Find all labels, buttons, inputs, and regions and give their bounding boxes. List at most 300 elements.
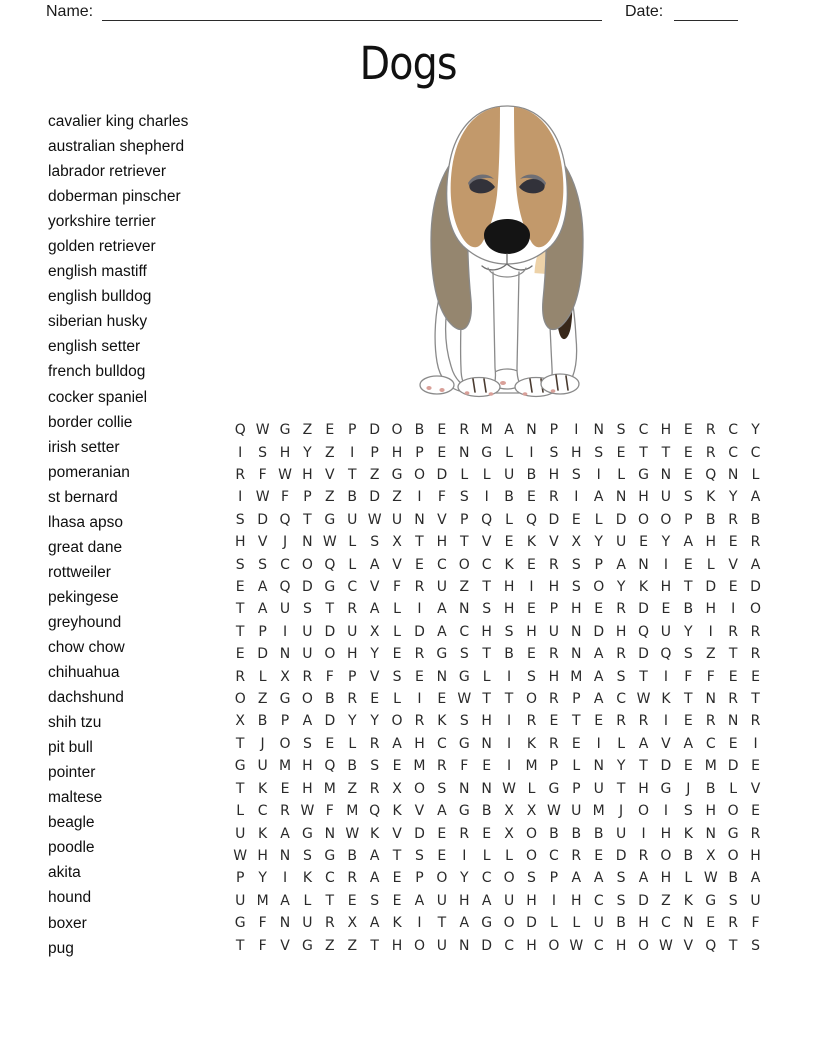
grid-letter: S: [235, 511, 245, 528]
grid-letter: L: [303, 892, 312, 909]
grid-letter: Y: [616, 579, 626, 596]
grid-letter: L: [572, 915, 581, 932]
grid-letter: W: [703, 870, 718, 887]
grid-letter: W: [233, 847, 248, 864]
grid-letter: T: [325, 601, 335, 618]
grid-letter: C: [481, 870, 492, 887]
grid-letter: H: [526, 937, 537, 954]
grid-letter: B: [750, 511, 761, 528]
dog-nose: [484, 219, 530, 254]
grid-letter: P: [348, 668, 357, 685]
grid-letter: H: [571, 892, 582, 909]
grid-letter: M: [480, 422, 493, 439]
grid-letter: M: [346, 803, 359, 820]
word-list-item: chihuahua: [48, 664, 120, 682]
grid-letter: Q: [660, 646, 672, 663]
grid-letter: F: [393, 579, 402, 596]
grid-letter: R: [369, 780, 380, 797]
grid-letter: A: [750, 556, 761, 573]
grid-letter: S: [235, 556, 245, 573]
grid-letter: K: [661, 691, 671, 708]
grid-letter: W: [367, 511, 382, 528]
date-label: Date:: [625, 3, 664, 20]
grid-letter: U: [503, 892, 515, 909]
grid-letter: L: [684, 870, 693, 887]
grid-letter: P: [572, 780, 581, 797]
grid-letter: D: [414, 825, 425, 842]
grid-letter: N: [593, 758, 604, 775]
grid-letter: G: [660, 780, 672, 797]
word-list-item: shih tzu: [48, 714, 102, 732]
grid-letter: O: [525, 847, 537, 864]
word-list-item: irish setter: [48, 438, 120, 456]
grid-letter: O: [525, 691, 537, 708]
grid-letter: L: [505, 444, 513, 461]
grid-letter: G: [324, 847, 336, 864]
grid-letter: L: [393, 601, 401, 618]
word-list-item: boxer: [48, 914, 87, 932]
grid-letter: G: [234, 758, 246, 775]
grid-letter: R: [414, 579, 425, 596]
grid-letter: O: [458, 556, 470, 573]
grid-letter: I: [529, 579, 534, 596]
grid-letter: A: [683, 735, 694, 752]
grid-letter: T: [347, 467, 357, 484]
grid-letter: T: [684, 579, 693, 596]
grid-letter: H: [660, 825, 672, 842]
grid-letter: T: [661, 444, 671, 461]
grid-letter: H: [391, 937, 403, 954]
grid-letter: A: [437, 601, 447, 618]
grid-letter: R: [750, 713, 761, 730]
grid-letter: G: [481, 444, 493, 461]
grid-letter: D: [638, 646, 649, 663]
grid-letter: H: [302, 467, 313, 484]
grid-letter: P: [549, 422, 559, 439]
word-list-item: pug: [48, 939, 74, 957]
grid-letter: A: [616, 556, 626, 573]
grid-letter: L: [729, 780, 738, 797]
word-list-item: rottweiler: [48, 563, 111, 581]
grid-letter: U: [235, 892, 246, 909]
grid-letter: E: [527, 489, 536, 506]
grid-letter: E: [482, 825, 492, 842]
grid-letter: O: [234, 691, 246, 708]
grid-letter: B: [481, 803, 492, 820]
grid-letter: R: [369, 735, 380, 752]
grid-letter: X: [526, 803, 537, 820]
grid-letter: T: [728, 937, 738, 954]
grid-letter: N: [459, 780, 470, 797]
grid-letter: B: [257, 713, 268, 730]
grid-letter: D: [615, 511, 627, 528]
grid-letter: F: [258, 467, 267, 484]
grid-letter: R: [750, 646, 761, 663]
grid-letter: R: [616, 601, 626, 618]
grid-letter: B: [571, 825, 582, 842]
grid-letter: A: [593, 646, 604, 663]
word-list-item: pekingese: [48, 588, 119, 606]
grid-letter: C: [459, 623, 470, 640]
grid-letter: U: [302, 915, 313, 932]
grid-letter: I: [529, 444, 534, 461]
grid-letter: B: [526, 467, 537, 484]
grid-letter: V: [481, 534, 492, 551]
grid-letter: A: [437, 803, 447, 820]
grid-letter: I: [350, 444, 355, 461]
grid-letter: C: [705, 735, 716, 752]
grid-letter: R: [347, 870, 358, 887]
grid-letter: P: [415, 870, 424, 887]
grid-letter: S: [370, 892, 380, 909]
grid-letter: F: [751, 915, 760, 932]
grid-letter: I: [507, 668, 512, 685]
grid-letter: S: [616, 668, 626, 685]
dog-rear-foot-right: [541, 374, 579, 394]
grid-letter: L: [348, 556, 357, 573]
grid-letter: A: [369, 870, 380, 887]
grid-letter: W: [636, 691, 651, 708]
grid-letter: G: [436, 646, 448, 663]
grid-letter: E: [728, 534, 738, 551]
grid-letter: B: [705, 780, 716, 797]
grid-letter: H: [705, 601, 716, 618]
grid-letter: E: [683, 713, 693, 730]
grid-letter: Z: [325, 444, 335, 461]
grid-letter: H: [346, 646, 358, 663]
grid-letter: O: [391, 422, 403, 439]
grid-letter: I: [282, 623, 288, 640]
grid-letter: K: [392, 915, 402, 932]
grid-letter: I: [663, 668, 668, 685]
grid-letter: I: [282, 870, 288, 887]
grid-letter: E: [504, 534, 514, 551]
grid-letter: R: [235, 668, 246, 685]
grid-letter: U: [750, 892, 761, 909]
grid-letter: Z: [325, 937, 335, 954]
grid-letter: T: [482, 646, 491, 663]
grid-letter: I: [238, 489, 243, 506]
grid-letter: H: [302, 758, 313, 775]
grid-letter: U: [279, 601, 291, 618]
grid-letter: I: [596, 467, 601, 484]
grid-letter: E: [549, 713, 559, 730]
grid-letter: W: [255, 489, 270, 506]
grid-letter: B: [325, 691, 335, 708]
grid-letter: D: [257, 511, 268, 528]
grid-letter: K: [683, 825, 693, 842]
grid-letter: E: [683, 467, 693, 484]
grid-letter: R: [324, 915, 335, 932]
grid-letter: B: [705, 511, 716, 528]
grid-letter: D: [414, 623, 425, 640]
grid-letter: C: [728, 422, 739, 439]
grid-letter: X: [369, 623, 380, 640]
grid-letter: B: [549, 825, 559, 842]
grid-letter: C: [280, 556, 290, 573]
grid-letter: F: [684, 668, 693, 685]
grid-letter: D: [638, 601, 649, 618]
grid-letter: R: [459, 422, 470, 439]
grid-letter: A: [280, 892, 290, 909]
grid-letter: H: [571, 601, 582, 618]
grid-letter: K: [258, 825, 268, 842]
word-list-item: golden retriever: [48, 238, 156, 256]
grid-letter: G: [638, 467, 649, 484]
grid-letter: V: [257, 534, 268, 551]
grid-letter: E: [683, 758, 693, 775]
grid-letter: N: [705, 691, 716, 708]
grid-letter: Q: [324, 556, 336, 573]
grid-letter: A: [280, 825, 290, 842]
grid-letter: U: [436, 579, 447, 596]
grid-letter: D: [638, 892, 649, 909]
grid-letter: N: [727, 713, 739, 730]
grid-letter: U: [391, 511, 403, 528]
grid-letter: S: [437, 780, 447, 797]
dog-rear-foot-left: [420, 376, 454, 394]
grid-letter: I: [663, 556, 668, 573]
grid-letter: U: [660, 623, 672, 640]
grid-letter: E: [415, 668, 424, 685]
grid-letter: K: [526, 735, 537, 752]
grid-letter: D: [369, 489, 381, 506]
grid-letter: U: [615, 534, 627, 551]
grid-letter: E: [437, 825, 447, 842]
grid-letter: R: [549, 646, 559, 663]
grid-letter: T: [504, 691, 514, 708]
grid-letter: V: [437, 511, 447, 528]
grid-letter: Y: [303, 444, 312, 461]
grid-letter: X: [705, 847, 716, 864]
grid-letter: N: [324, 825, 336, 842]
grid-letter: P: [549, 758, 559, 775]
grid-letter: S: [571, 556, 581, 573]
grid-letter: G: [727, 825, 739, 842]
grid-letter: T: [482, 579, 491, 596]
grid-letter: S: [728, 892, 738, 909]
grid-letter: E: [235, 646, 245, 663]
grid-letter: A: [437, 623, 447, 640]
grid-letter: G: [301, 825, 313, 842]
grid-letter: S: [302, 847, 312, 864]
grid-letter: N: [526, 422, 537, 439]
grid-letter: A: [683, 534, 694, 551]
grid-letter: I: [574, 422, 579, 439]
grid-letter: Y: [684, 623, 693, 640]
grid-letter: Z: [347, 937, 358, 954]
word-list-item: hound: [48, 889, 92, 907]
grid-letter: D: [302, 579, 313, 596]
grid-letter: W: [546, 803, 561, 820]
grid-letter: I: [753, 735, 758, 752]
grid-letter: L: [393, 623, 401, 640]
grid-letter: O: [525, 825, 537, 842]
grid-letter: E: [325, 422, 335, 439]
grid-letter: T: [437, 915, 447, 932]
word-list-item: poodle: [48, 839, 95, 857]
grid-letter: N: [571, 623, 582, 640]
grid-letter: M: [413, 758, 426, 775]
grid-letter: G: [705, 892, 717, 909]
grid-letter: V: [392, 556, 402, 573]
grid-letter: E: [728, 735, 738, 752]
grid-letter: O: [413, 780, 425, 797]
grid-letter: H: [615, 623, 627, 640]
grid-letter: C: [436, 735, 447, 752]
grid-letter: J: [282, 534, 288, 551]
grid-letter: L: [549, 915, 558, 932]
grid-letter: E: [392, 870, 402, 887]
grid-letter: L: [348, 735, 357, 752]
grid-letter: O: [436, 870, 448, 887]
grid-letter: O: [503, 870, 515, 887]
grid-letter: E: [392, 758, 402, 775]
word-list-item: french bulldog: [48, 363, 146, 381]
grid-letter: P: [549, 601, 559, 618]
date-blank-line: [674, 2, 738, 21]
grid-letter: S: [616, 870, 626, 887]
grid-letter: I: [551, 892, 556, 909]
grid-letter: S: [751, 937, 760, 954]
grid-letter: Q: [279, 579, 291, 596]
grid-letter: E: [594, 713, 604, 730]
grid-letter: V: [369, 579, 380, 596]
grid-letter: A: [302, 713, 313, 730]
grid-letter: G: [458, 735, 470, 752]
grid-letter: T: [459, 534, 469, 551]
grid-letter: C: [638, 422, 649, 439]
grid-letter: H: [503, 601, 515, 618]
grid-letter: Z: [459, 579, 470, 596]
grid-letter: Q: [369, 803, 381, 820]
grid-letter: X: [504, 803, 514, 820]
grid-letter: L: [482, 467, 491, 484]
grid-letter: T: [303, 511, 312, 528]
grid-letter: S: [616, 422, 626, 439]
grid-letter: A: [504, 422, 514, 439]
grid-letter: P: [572, 691, 581, 708]
grid-letter: Y: [258, 870, 267, 887]
grid-letter: L: [348, 534, 357, 551]
grid-letter: P: [594, 556, 603, 573]
grid-letter: L: [706, 556, 715, 573]
grid-letter: A: [459, 915, 470, 932]
grid-letter: F: [258, 937, 267, 954]
grid-letter: L: [505, 847, 513, 864]
grid-letter: S: [459, 489, 469, 506]
grid-letter: F: [706, 668, 715, 685]
grid-letter: U: [436, 937, 447, 954]
grid-letter: X: [392, 534, 402, 551]
name-label: Name:: [46, 3, 94, 20]
grid-letter: I: [417, 601, 422, 618]
grid-letter: R: [728, 623, 738, 640]
grid-letter: U: [615, 825, 627, 842]
grid-letter: U: [593, 780, 604, 797]
word-list-item: australian shepherd: [48, 138, 185, 156]
grid-letter: H: [571, 444, 582, 461]
grid-letter: L: [460, 467, 469, 484]
grid-letter: S: [504, 623, 514, 640]
grid-letter: K: [638, 579, 649, 596]
grid-letter: S: [527, 870, 536, 887]
grid-letter: B: [728, 870, 738, 887]
grid-letter: M: [704, 758, 717, 775]
word-list-item: doberman pinscher: [48, 188, 181, 206]
grid-letter: J: [619, 803, 624, 820]
grid-letter: T: [235, 937, 245, 954]
grid-letter: O: [413, 937, 425, 954]
grid-letter: H: [234, 534, 246, 551]
word-list-item: great dane: [48, 538, 123, 556]
grid-letter: T: [235, 780, 245, 797]
grid-letter: C: [593, 892, 604, 909]
grid-letter: B: [347, 847, 358, 864]
grid-letter: H: [660, 870, 672, 887]
grid-letter: H: [548, 579, 560, 596]
grid-letter: E: [751, 758, 760, 775]
grid-letter: U: [302, 646, 313, 663]
grid-letter: H: [705, 803, 716, 820]
grid-letter: F: [460, 758, 469, 775]
grid-letter: W: [569, 937, 584, 954]
grid-letter: E: [751, 803, 760, 820]
grid-letter: E: [392, 646, 402, 663]
grid-letter: K: [258, 780, 268, 797]
grid-letter: P: [370, 444, 379, 461]
grid-letter: S: [459, 713, 469, 730]
grid-letter: I: [708, 623, 713, 640]
grid-letter: O: [660, 847, 672, 864]
grid-letter: I: [574, 489, 579, 506]
grid-letter: Z: [325, 489, 335, 506]
grid-letter: I: [417, 489, 422, 506]
grid-letter: R: [750, 825, 761, 842]
grid-letter: B: [347, 489, 358, 506]
grid-letter: C: [616, 691, 626, 708]
grid-letter: V: [683, 937, 694, 954]
grid-letter: Y: [661, 534, 671, 551]
grid-letter: D: [526, 915, 537, 932]
word-list-item: greyhound: [48, 613, 122, 631]
grid-letter: R: [280, 803, 290, 820]
grid-letter: B: [504, 489, 514, 506]
grid-letter: S: [302, 735, 312, 752]
grid-letter: T: [482, 691, 491, 708]
grid-letter: A: [369, 915, 380, 932]
grid-letter: L: [393, 691, 401, 708]
grid-letter: U: [257, 758, 268, 775]
grid-letter: E: [527, 556, 536, 573]
grid-letter: J: [260, 735, 265, 752]
grid-letter: S: [549, 444, 559, 461]
grid-letter: O: [593, 579, 605, 596]
grid-letter: E: [683, 422, 693, 439]
grid-letter: I: [507, 758, 512, 775]
word-list-item: yorkshire terrier: [48, 213, 156, 231]
grid-letter: Y: [459, 870, 469, 887]
grid-letter: O: [638, 803, 650, 820]
grid-letter: I: [484, 489, 489, 506]
grid-letter: W: [659, 937, 673, 954]
grid-letter: T: [235, 623, 245, 640]
grid-letter: U: [660, 489, 672, 506]
grid-letter: O: [301, 556, 313, 573]
grid-letter: X: [280, 668, 290, 685]
grid-letter: G: [481, 915, 493, 932]
grid-letter: L: [236, 803, 245, 820]
